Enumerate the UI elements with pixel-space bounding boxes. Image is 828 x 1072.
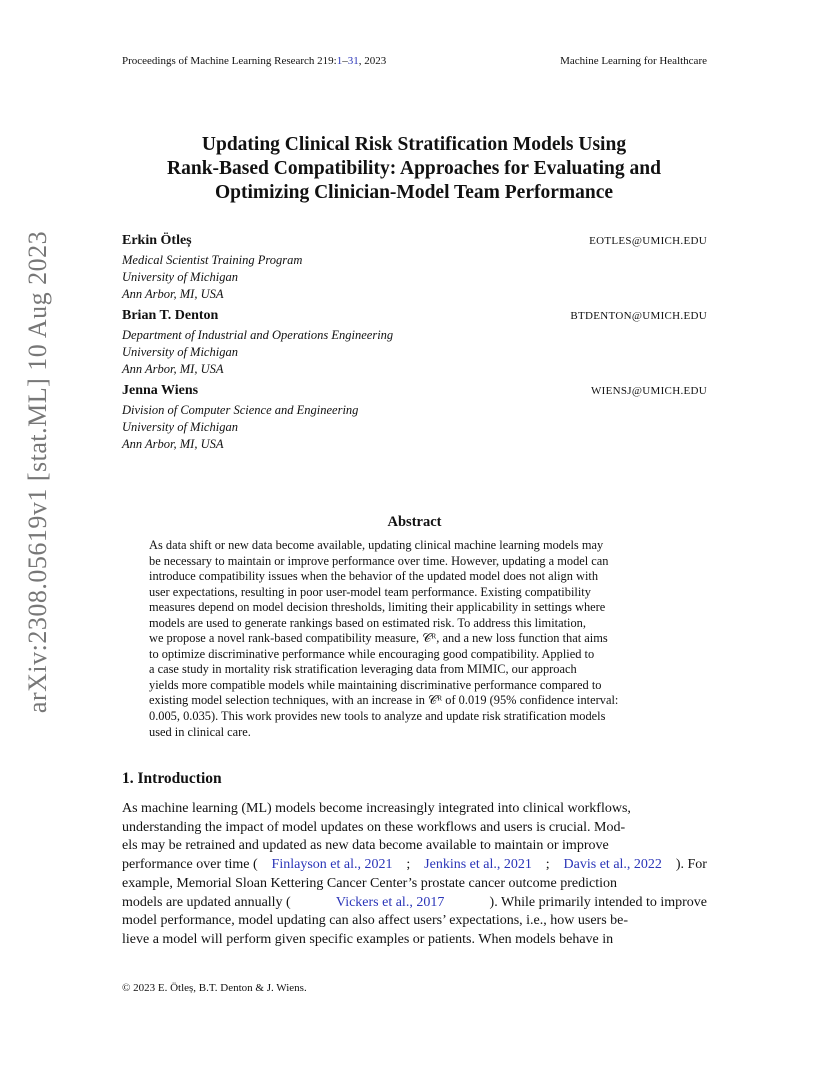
author-list — [122, 233, 707, 458]
citation-link[interactable]: Finlayson et al., 2021 — [271, 857, 393, 873]
running-head-left — [122, 55, 386, 67]
running-head-right: Machine Learning for Healthcare — [560, 55, 707, 67]
intro-line: As machine learning (ML) models become increasingly integrated into clinical workflows, — [122, 801, 631, 816]
abstract-heading: Abstract — [387, 514, 442, 530]
abstract-line: we propose a novel rank-based compatibility measure, 𝒞ᴿ, and a new loss function that aims — [149, 631, 608, 646]
abstract-line: to optimize discriminative performance while encouraging good compatibility. Applied to — [149, 646, 595, 661]
page-dash: – — [342, 55, 348, 67]
title-line: Rank-Based Compatibility: Approaches for Evaluating and — [167, 158, 661, 179]
author-affiliation: Department of Industrial and Operations Engineering — [122, 328, 394, 342]
intro-line: lieve a model will perform given specific examples or patients. When models behave in — [122, 931, 614, 947]
page-link-start[interactable]: 1 — [336, 55, 343, 67]
running-head — [122, 55, 707, 67]
intro-line-with-citations — [122, 894, 707, 913]
author-email[interactable]: WIENSJ@UMICH.EDU — [590, 385, 707, 397]
abstract-line: yields more compatible models while maintaining discriminative performance compared to — [149, 677, 602, 692]
intro-line: els may be retrained and updated as new data become available to maintain or improve — [122, 838, 609, 854]
arxiv-identifier-text: arXiv:2308.05619v1 [stat.ML] 10 Aug 2023 — [23, 230, 52, 714]
abstract-body — [149, 538, 680, 740]
author-affiliation: Ann Arbor, MI, USA — [122, 437, 224, 451]
author-name: Jenna Wiens — [122, 383, 199, 398]
citation-link[interactable]: Davis et al., 2022 — [563, 857, 662, 873]
intro-line: understanding the impact of model updates on these workflows and users is crucial. Mod- — [122, 819, 626, 835]
author-block — [122, 233, 707, 303]
author-block — [122, 383, 707, 453]
abstract-line: user expectations, resulting in poor user-model team performance. Existing compatibility — [149, 584, 591, 599]
intro-text: ; — [406, 857, 411, 873]
intro-text: ). While primarily intended to improve — [489, 894, 707, 910]
abstract-line: 0.005, 0.035). This work provides new tools to analyze and update risk stratification models — [149, 709, 606, 724]
intro-text: performance over time ( — [122, 857, 258, 873]
page-link-end[interactable]: 31 — [347, 55, 359, 67]
section-heading: 1. Introduction — [122, 770, 222, 787]
author-affiliation: Medical Scientist Training Program — [122, 253, 303, 267]
author-email[interactable]: EOTLES@UMICH.EDU — [589, 235, 707, 247]
proceedings-text: Proceedings of Machine Learning Research 219: — [122, 55, 337, 67]
citation-link[interactable]: Vickers et al., 2017 — [335, 894, 445, 910]
abstract-line: introduce compatibility issues when the behavior of the updated model does not align with — [149, 569, 599, 584]
abstract-line: measures depend on model decision thresholds, limiting their applicability in settings where — [149, 600, 606, 615]
paper-title — [110, 133, 718, 205]
abstract-line: be necessary to maintain or improve performance over time. However, updating a model can — [149, 553, 609, 568]
arxiv-identifier — [0, 0, 80, 1072]
intro-text: ). For — [675, 857, 707, 873]
author-affiliation: Ann Arbor, MI, USA — [122, 287, 224, 301]
abstract-line: existing model selection techniques, with an increase in 𝒞ᴿ of 0.019 (95% confidence interval: — [149, 693, 619, 708]
intro-line: example, Memorial Sloan Kettering Cancer Center’s prostate cancer outcome prediction — [122, 875, 618, 891]
intro-text: ; — [545, 857, 550, 873]
citation-link[interactable]: Jenkins et al., 2021 — [424, 857, 532, 873]
intro-line-with-citations — [122, 856, 707, 875]
author-email[interactable]: BTDENTON@UMICH.EDU — [570, 310, 707, 322]
author-affiliation: Ann Arbor, MI, USA — [122, 362, 224, 376]
author-affiliation: University of Michigan — [122, 270, 238, 284]
author-affiliation: University of Michigan — [122, 420, 238, 434]
author-affiliation: Division of Computer Science and Engineering — [122, 403, 359, 417]
author-affiliation: University of Michigan — [122, 345, 238, 359]
author-name: Erkin Ötleș — [122, 233, 192, 248]
abstract-line: models are used to generate rankings based on estimated risk. To address this limitation, — [149, 615, 586, 630]
author-name: Brian T. Denton — [122, 308, 219, 323]
title-line: Updating Clinical Risk Stratification Models Using — [201, 134, 627, 155]
title-line: Optimizing Clinician-Model Team Performance — [214, 182, 614, 203]
abstract-line: As data shift or new data become available, updating clinical machine learning models may — [149, 538, 604, 552]
introduction-body — [122, 800, 707, 950]
copyright-footer: © 2023 E. Ötleș, B.T. Denton & J. Wiens. — [122, 982, 307, 994]
abstract-line: a case study in mortality risk stratification leveraging data from MIMIC, our approach — [149, 662, 577, 677]
intro-text: models are updated annually ( — [122, 894, 291, 910]
intro-line: model performance, model updating can also affect users’ expectations, i.e., how users be- — [122, 913, 629, 929]
abstract-line: used in clinical care. — [149, 724, 251, 739]
proceedings-year: , 2023 — [358, 55, 387, 67]
author-block — [122, 308, 707, 378]
